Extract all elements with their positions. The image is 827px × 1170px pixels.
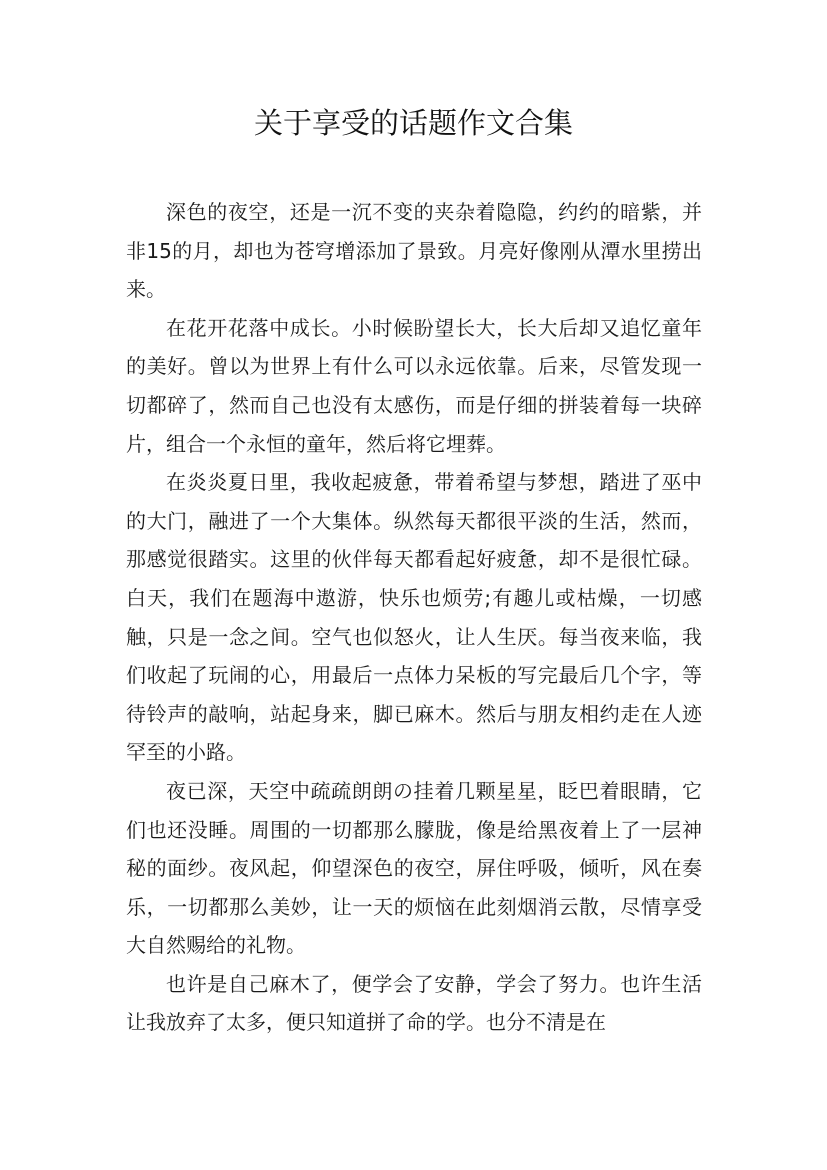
paragraph: 深色的夜空，还是一沉不变的夹杂着隐隐，约约的暗紫，并非15的月，却也为苍穹增添加了景致。月亮好像刚从潭水里捞出来。 — [126, 200, 702, 302]
document-title: 关于享受的话题作文合集 — [253, 106, 573, 140]
paragraph: 在花开花落中成长。小时候盼望长大，长大后却又追忆童年的美好。曾以为世界上有什么可以永远依靠。后来，尽管发现一切都碎了，然而自己也没有太感伤，而是仔细的拼装着每一块碎片，组合一个永恒的童年，然后将它埋葬。 — [126, 315, 702, 456]
document-body — [126, 193, 702, 1042]
paragraph: 在炎炎夏日里，我收起疲惫，带着希望与梦想，踏进了巫中的大门，融进了一个大集体。纵然每天都很平淡的生活，然而，那感觉很踏实。这里的伙伴每天都看起好疲惫，却不是很忙碌。白天，我们在题海中遨游，快乐也烦劳;有趣儿或枯燥，一切感触，只是一念之间。空气也似怒火，让人生厌。每当夜来临，我们收起了玩闹的心，用最后一点体力呆板的写完最后几个字，等待铃声的敲响，站起身来，脚已麻木。然后与朋友相约走在人迹罕至的小路。 — [126, 470, 702, 765]
paragraph: 夜已深，天空中疏疏朗朗の挂着几颗星星，眨巴着眼睛，它们也还没睡。周围的一切都那么朦胧，像是给黑夜着上了一层神秘的面纱。夜风起，仰望深色的夜空，屏住呼吸，倾听，风在奏乐，一切都那么美妙，让一天的烦恼在此刻烟消云散，尽情享受大自然赐给的礼物。 — [126, 778, 702, 958]
paragraph: 也许是自己麻木了，便学会了安静，学会了努力。也许生活让我放弃了太多，便只知道拼了命的学。也分不清是在 — [126, 971, 702, 1035]
